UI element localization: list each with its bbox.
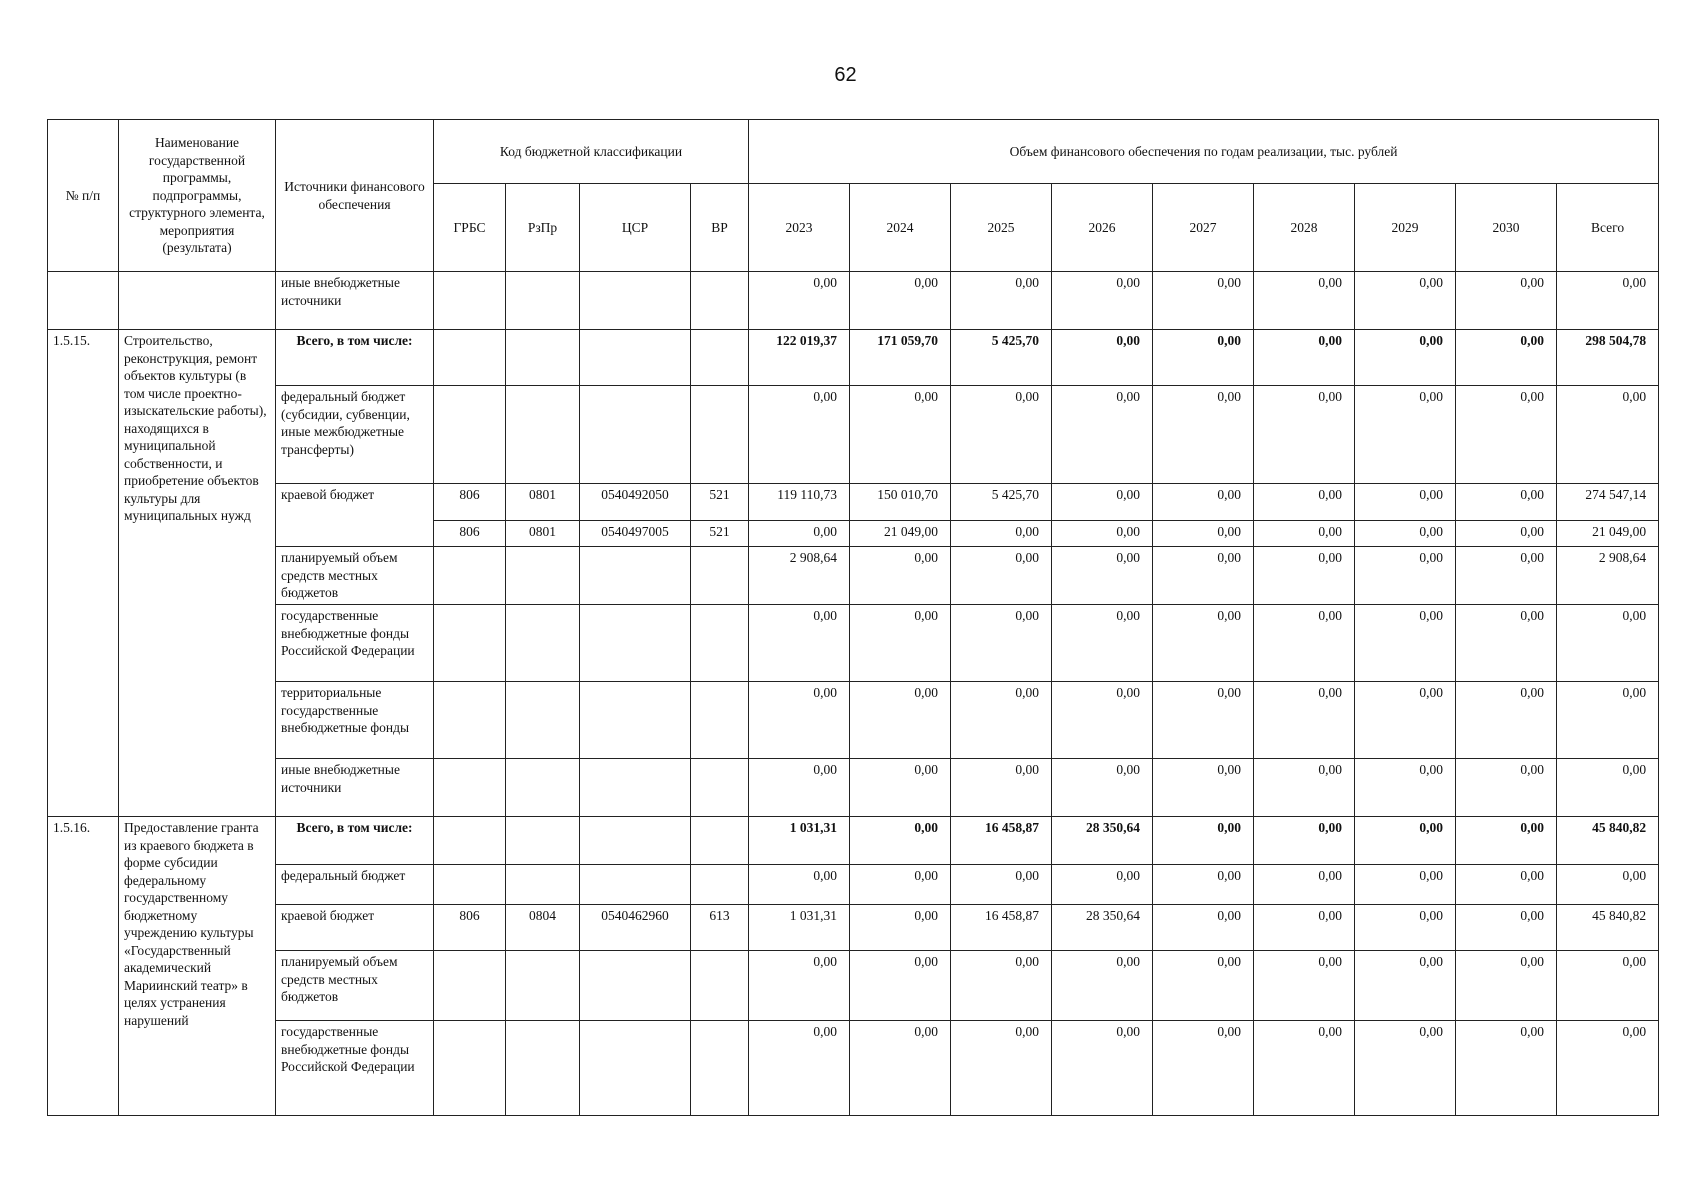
value-cell: 0,00 <box>1153 817 1254 865</box>
value-cell: 0,00 <box>951 521 1052 547</box>
code-grbs <box>434 386 506 484</box>
value-cell: 0,00 <box>1254 951 1355 1021</box>
header-rzpr: РзПр <box>506 184 580 272</box>
value-cell: 0,00 <box>1052 547 1153 605</box>
value-cell: 0,00 <box>1254 605 1355 682</box>
value-cell: 0,00 <box>1557 682 1659 759</box>
code-grbs <box>434 817 506 865</box>
value-cell: 45 840,82 <box>1557 905 1659 951</box>
table-row <box>48 484 1659 521</box>
value-cell: 0,00 <box>1153 951 1254 1021</box>
value-cell: 0,00 <box>749 951 850 1021</box>
value-cell: 21 049,00 <box>850 521 951 547</box>
table-row <box>48 330 1659 386</box>
value-cell: 0,00 <box>749 272 850 330</box>
source-cell: Всего, в том числе: <box>276 817 434 865</box>
item-name: Строительство, реконструкция, ремонт объектов культуры (в том числе проектно-изыскательские работы), находящихся в муниципальной собственности, и приобретение объектов культуры для муниципальных нужд <box>119 330 276 817</box>
code-vr <box>691 272 749 330</box>
value-cell: 171 059,70 <box>850 330 951 386</box>
value-cell: 150 010,70 <box>850 484 951 521</box>
value-cell: 0,00 <box>1254 1021 1355 1116</box>
source-cell: краевой бюджет <box>276 905 434 951</box>
value-cell: 0,00 <box>1052 521 1153 547</box>
code-csr <box>580 605 691 682</box>
value-cell: 0,00 <box>1456 484 1557 521</box>
value-cell: 0,00 <box>1254 759 1355 817</box>
source-cell: иные внебюджетные источники <box>276 272 434 330</box>
code-grbs <box>434 865 506 905</box>
code-csr: 0540462960 <box>580 905 691 951</box>
value-cell: 0,00 <box>1355 905 1456 951</box>
value-cell: 0,00 <box>1254 682 1355 759</box>
code-csr <box>580 817 691 865</box>
code-rzpr: 0801 <box>506 484 580 521</box>
header-csr: ЦСР <box>580 184 691 272</box>
code-grbs: 806 <box>434 521 506 547</box>
value-cell: 0,00 <box>1456 330 1557 386</box>
value-cell: 0,00 <box>1355 605 1456 682</box>
value-cell: 0,00 <box>951 272 1052 330</box>
code-csr <box>580 682 691 759</box>
value-cell: 122 019,37 <box>749 330 850 386</box>
value-cell: 0,00 <box>1355 386 1456 484</box>
value-cell: 0,00 <box>951 951 1052 1021</box>
value-cell: 0,00 <box>951 1021 1052 1116</box>
header-year: 2030 <box>1456 184 1557 272</box>
value-cell: 0,00 <box>1557 865 1659 905</box>
value-cell: 0,00 <box>1456 547 1557 605</box>
source-cell: территориальные государственные внебюджетные фонды <box>276 682 434 759</box>
value-cell: 0,00 <box>749 605 850 682</box>
value-cell: 0,00 <box>1254 521 1355 547</box>
code-rzpr: 0801 <box>506 521 580 547</box>
code-grbs <box>434 272 506 330</box>
code-csr <box>580 272 691 330</box>
table-row <box>48 605 1659 682</box>
value-cell: 0,00 <box>1052 386 1153 484</box>
table-row <box>48 682 1659 759</box>
value-cell: 0,00 <box>749 759 850 817</box>
value-cell: 0,00 <box>1153 1021 1254 1116</box>
header-year: 2025 <box>951 184 1052 272</box>
code-rzpr <box>506 1021 580 1116</box>
value-cell: 0,00 <box>1456 605 1557 682</box>
value-cell: 0,00 <box>749 682 850 759</box>
value-cell: 0,00 <box>749 386 850 484</box>
value-cell: 0,00 <box>1557 1021 1659 1116</box>
code-csr <box>580 951 691 1021</box>
code-rzpr <box>506 817 580 865</box>
value-cell: 28 350,64 <box>1052 905 1153 951</box>
value-cell: 0,00 <box>1153 605 1254 682</box>
value-cell: 0,00 <box>1456 865 1557 905</box>
code-rzpr <box>506 759 580 817</box>
code-rzpr <box>506 386 580 484</box>
code-csr <box>580 330 691 386</box>
value-cell: 0,00 <box>850 547 951 605</box>
value-cell: 0,00 <box>1355 951 1456 1021</box>
code-rzpr <box>506 682 580 759</box>
code-grbs: 806 <box>434 905 506 951</box>
code-grbs: 806 <box>434 484 506 521</box>
header-grbs: ГРБС <box>434 184 506 272</box>
value-cell: 0,00 <box>1557 951 1659 1021</box>
value-cell: 0,00 <box>1153 484 1254 521</box>
table-row <box>48 1021 1659 1116</box>
value-cell: 0,00 <box>1456 1021 1557 1116</box>
code-rzpr <box>506 865 580 905</box>
header-source: Источники финансового обеспечения <box>276 120 434 272</box>
value-cell: 0,00 <box>1355 817 1456 865</box>
header-vr: ВР <box>691 184 749 272</box>
table-row <box>48 817 1659 865</box>
value-cell: 0,00 <box>1052 272 1153 330</box>
code-vr: 521 <box>691 521 749 547</box>
value-cell: 0,00 <box>1254 484 1355 521</box>
value-cell: 0,00 <box>850 1021 951 1116</box>
code-vr <box>691 330 749 386</box>
code-vr <box>691 547 749 605</box>
value-cell: 0,00 <box>1153 865 1254 905</box>
value-cell: 0,00 <box>951 682 1052 759</box>
value-cell: 0,00 <box>1355 272 1456 330</box>
code-vr <box>691 865 749 905</box>
header-year: 2028 <box>1254 184 1355 272</box>
code-grbs <box>434 682 506 759</box>
source-cell: планируемый объем средств местных бюджетов <box>276 547 434 605</box>
header-volume: Объем финансового обеспечения по годам реализации, тыс. рублей <box>749 120 1659 184</box>
value-cell: 0,00 <box>1355 682 1456 759</box>
value-cell: 0,00 <box>1355 865 1456 905</box>
value-cell: 0,00 <box>1254 547 1355 605</box>
header-year: 2026 <box>1052 184 1153 272</box>
value-cell: 0,00 <box>850 817 951 865</box>
source-cell: государственные внебюджетные фонды Российской Федерации <box>276 605 434 682</box>
value-cell: 0,00 <box>1153 330 1254 386</box>
value-cell: 0,00 <box>850 865 951 905</box>
value-cell: 0,00 <box>1557 272 1659 330</box>
table-row <box>48 759 1659 817</box>
code-vr <box>691 951 749 1021</box>
code-csr <box>580 547 691 605</box>
table-row <box>48 272 1659 330</box>
code-grbs <box>434 330 506 386</box>
value-cell: 0,00 <box>850 272 951 330</box>
row-number: 1.5.16. <box>48 817 119 1116</box>
value-cell: 0,00 <box>951 605 1052 682</box>
value-cell: 0,00 <box>1153 272 1254 330</box>
code-grbs <box>434 1021 506 1116</box>
header-year: Всего <box>1557 184 1659 272</box>
code-vr <box>691 1021 749 1116</box>
value-cell: 0,00 <box>1355 547 1456 605</box>
value-cell: 0,00 <box>1153 905 1254 951</box>
value-cell: 0,00 <box>1456 817 1557 865</box>
value-cell: 0,00 <box>850 682 951 759</box>
value-cell: 274 547,14 <box>1557 484 1659 521</box>
value-cell: 0,00 <box>1355 1021 1456 1116</box>
code-grbs <box>434 547 506 605</box>
code-rzpr <box>506 272 580 330</box>
value-cell: 0,00 <box>1254 330 1355 386</box>
budget-table <box>47 119 1659 1116</box>
value-cell: 0,00 <box>1456 951 1557 1021</box>
page-number: 62 <box>834 64 857 86</box>
value-cell: 1 031,31 <box>749 817 850 865</box>
value-cell: 0,00 <box>1456 905 1557 951</box>
code-csr <box>580 865 691 905</box>
value-cell: 45 840,82 <box>1557 817 1659 865</box>
code-csr: 0540497005 <box>580 521 691 547</box>
code-vr: 521 <box>691 484 749 521</box>
value-cell: 21 049,00 <box>1557 521 1659 547</box>
header-name: Наименование государственной программы, подпрограммы, структурного элемента, мероприятия (результата) <box>119 120 276 272</box>
code-rzpr <box>506 547 580 605</box>
source-cell: Всего, в том числе: <box>276 330 434 386</box>
value-cell: 0,00 <box>749 865 850 905</box>
value-cell: 2 908,64 <box>1557 547 1659 605</box>
source-cell: иные внебюджетные источники <box>276 759 434 817</box>
value-cell: 28 350,64 <box>1052 817 1153 865</box>
value-cell: 0,00 <box>1052 951 1153 1021</box>
code-csr: 0540492050 <box>580 484 691 521</box>
value-cell: 0,00 <box>1355 759 1456 817</box>
table-row <box>48 905 1659 951</box>
value-cell: 0,00 <box>951 386 1052 484</box>
value-cell: 0,00 <box>1456 521 1557 547</box>
value-cell: 16 458,87 <box>951 905 1052 951</box>
code-grbs <box>434 605 506 682</box>
header-year: 2027 <box>1153 184 1254 272</box>
value-cell: 0,00 <box>951 865 1052 905</box>
value-cell: 0,00 <box>1456 682 1557 759</box>
value-cell: 0,00 <box>1153 759 1254 817</box>
value-cell: 0,00 <box>850 951 951 1021</box>
value-cell: 2 908,64 <box>749 547 850 605</box>
source-cell: государственные внебюджетные фонды Российской Федерации <box>276 1021 434 1116</box>
source-cell: планируемый объем средств местных бюджетов <box>276 951 434 1021</box>
code-rzpr <box>506 330 580 386</box>
value-cell: 0,00 <box>1153 682 1254 759</box>
value-cell: 0,00 <box>1254 865 1355 905</box>
value-cell: 0,00 <box>1052 682 1153 759</box>
header-year: 2023 <box>749 184 850 272</box>
value-cell: 0,00 <box>749 1021 850 1116</box>
code-vr <box>691 817 749 865</box>
value-cell: 0,00 <box>1355 484 1456 521</box>
value-cell: 0,00 <box>850 386 951 484</box>
header-year: 2029 <box>1355 184 1456 272</box>
code-grbs <box>434 951 506 1021</box>
value-cell: 0,00 <box>850 905 951 951</box>
header-budget-code: Код бюджетной классификации <box>434 120 749 184</box>
code-rzpr: 0804 <box>506 905 580 951</box>
source-cell: краевой бюджет <box>276 484 434 547</box>
code-vr <box>691 605 749 682</box>
value-cell: 0,00 <box>1254 905 1355 951</box>
table-row <box>48 547 1659 605</box>
code-csr <box>580 386 691 484</box>
value-cell: 0,00 <box>1254 817 1355 865</box>
value-cell: 298 504,78 <box>1557 330 1659 386</box>
value-cell: 0,00 <box>1557 386 1659 484</box>
value-cell: 0,00 <box>1052 484 1153 521</box>
value-cell: 5 425,70 <box>951 330 1052 386</box>
value-cell: 0,00 <box>951 759 1052 817</box>
value-cell: 0,00 <box>1052 330 1153 386</box>
value-cell: 1 031,31 <box>749 905 850 951</box>
code-rzpr <box>506 951 580 1021</box>
code-vr <box>691 386 749 484</box>
row-number: 1.5.15. <box>48 330 119 817</box>
item-name <box>119 272 276 330</box>
value-cell: 0,00 <box>1153 521 1254 547</box>
value-cell: 0,00 <box>1456 386 1557 484</box>
value-cell: 119 110,73 <box>749 484 850 521</box>
value-cell: 0,00 <box>850 759 951 817</box>
value-cell: 0,00 <box>1254 272 1355 330</box>
value-cell: 5 425,70 <box>951 484 1052 521</box>
value-cell: 0,00 <box>850 605 951 682</box>
table-row <box>48 386 1659 484</box>
value-cell: 0,00 <box>749 521 850 547</box>
source-cell: федеральный бюджет (субсидии, субвенции, иные межбюджетные трансферты) <box>276 386 434 484</box>
row-number <box>48 272 119 330</box>
value-cell: 0,00 <box>1355 330 1456 386</box>
value-cell: 0,00 <box>1557 759 1659 817</box>
code-csr <box>580 1021 691 1116</box>
value-cell: 16 458,87 <box>951 817 1052 865</box>
value-cell: 0,00 <box>1052 759 1153 817</box>
source-cell: федеральный бюджет <box>276 865 434 905</box>
value-cell: 0,00 <box>1355 521 1456 547</box>
table-row <box>48 865 1659 905</box>
value-cell: 0,00 <box>1052 865 1153 905</box>
header-year: 2024 <box>850 184 951 272</box>
value-cell: 0,00 <box>1153 386 1254 484</box>
value-cell: 0,00 <box>1052 605 1153 682</box>
code-grbs <box>434 759 506 817</box>
code-vr <box>691 759 749 817</box>
code-csr <box>580 759 691 817</box>
value-cell: 0,00 <box>1557 605 1659 682</box>
value-cell: 0,00 <box>1456 272 1557 330</box>
item-name: Предоставление гранта из краевого бюджета в форме субсидии федеральному государственному бюджетному учреждению культуры «Государственный академический Мариинский театр» в целях устранения нарушений <box>119 817 276 1116</box>
code-vr: 613 <box>691 905 749 951</box>
value-cell: 0,00 <box>1153 547 1254 605</box>
code-vr <box>691 682 749 759</box>
header-num: № п/п <box>48 120 119 272</box>
value-cell: 0,00 <box>1254 386 1355 484</box>
value-cell: 0,00 <box>1052 1021 1153 1116</box>
code-rzpr <box>506 605 580 682</box>
value-cell: 0,00 <box>951 547 1052 605</box>
value-cell: 0,00 <box>1456 759 1557 817</box>
table-row <box>48 951 1659 1021</box>
